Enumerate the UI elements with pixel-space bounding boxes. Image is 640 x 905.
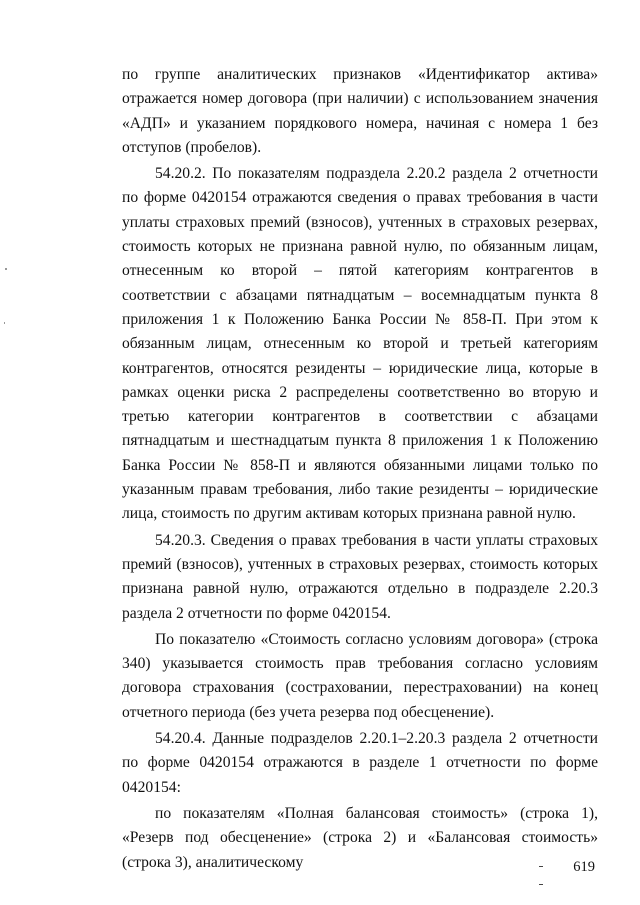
- paragraph-contract-value: По показателю «Стоимость согласно условиям договора» (строка 340) указывается стоимость прав требования согласно условиям договора страхования (состраховании, перестраховании) на конец отчетного периода (без учета резерва под обесценение).: [122, 630, 598, 721]
- page-number-dashes: [539, 866, 553, 868]
- body-text: [122, 63, 598, 877]
- scan-artifact: [4, 322, 5, 324]
- paragraph-54-20-2: 54.20.2. По показателям подраздела 2.20.2 раздела 2 отчетности по форме 0420154 отражаются сведения о правах требования в части уплаты страховых премий (взносов), учтенных в страховых резервах, стоимость которых не признана равной нулю, по обязанным лицам, отнесенным ко второй – пятой категориям контрагентов в соответствии с абзацами пятнадцатым – восемнадцатым пункта 8 приложения 1 к Положению Банка России № 858-П. При этом к обязанным лицам, отнесенным ко второй и третьей категориям контрагентов, относятся резиденты – юридические лица, которые в рамках оценки риска 2 распределены соответственно во вторую и третью категории контрагентов в соответствии с абзацами пятнадцатым и шестнадцатым пункта 8 приложения 1 к Положению Банка России № 858-П и являются обязанными лицами только по указанным правам требования, либо такие резиденты – юридические лица, стоимость по другим активам которых признана равной нулю.: [122, 165, 598, 523]
- scan-artifact: [5, 268, 7, 270]
- paragraph-continuation: по группе аналитических признаков «Идентификатор актива» отражается номер договора (при наличии) с использованием значения «АДП» и указанием порядкового номера, начиная с номера 1 без отступов (пробелов).: [122, 66, 598, 156]
- paragraph-54-20-3: 54.20.3. Сведения о правах требования в части уплаты страховых премий (взносов), учтенных в страховых резервах, стоимость которых признана равной нулю, отражаются отдельно в подразделе 2.20.3 раздела 2 отчетности по форме 0420154.: [122, 531, 598, 622]
- paragraph-indicators: по показателям «Полная балансовая стоимость» (строка 1), «Резерв под обесценение» (строка 2) и «Балансовая стоимость» (строка 3), аналитическому: [122, 804, 598, 871]
- paragraph-54-20-4: 54.20.4. Данные подразделов 2.20.1–2.20.3 раздела 2 отчетности по форме 0420154 отражаются в разделе 1 отчетности по форме 0420154:: [122, 730, 598, 796]
- page-number: 619: [573, 859, 595, 875]
